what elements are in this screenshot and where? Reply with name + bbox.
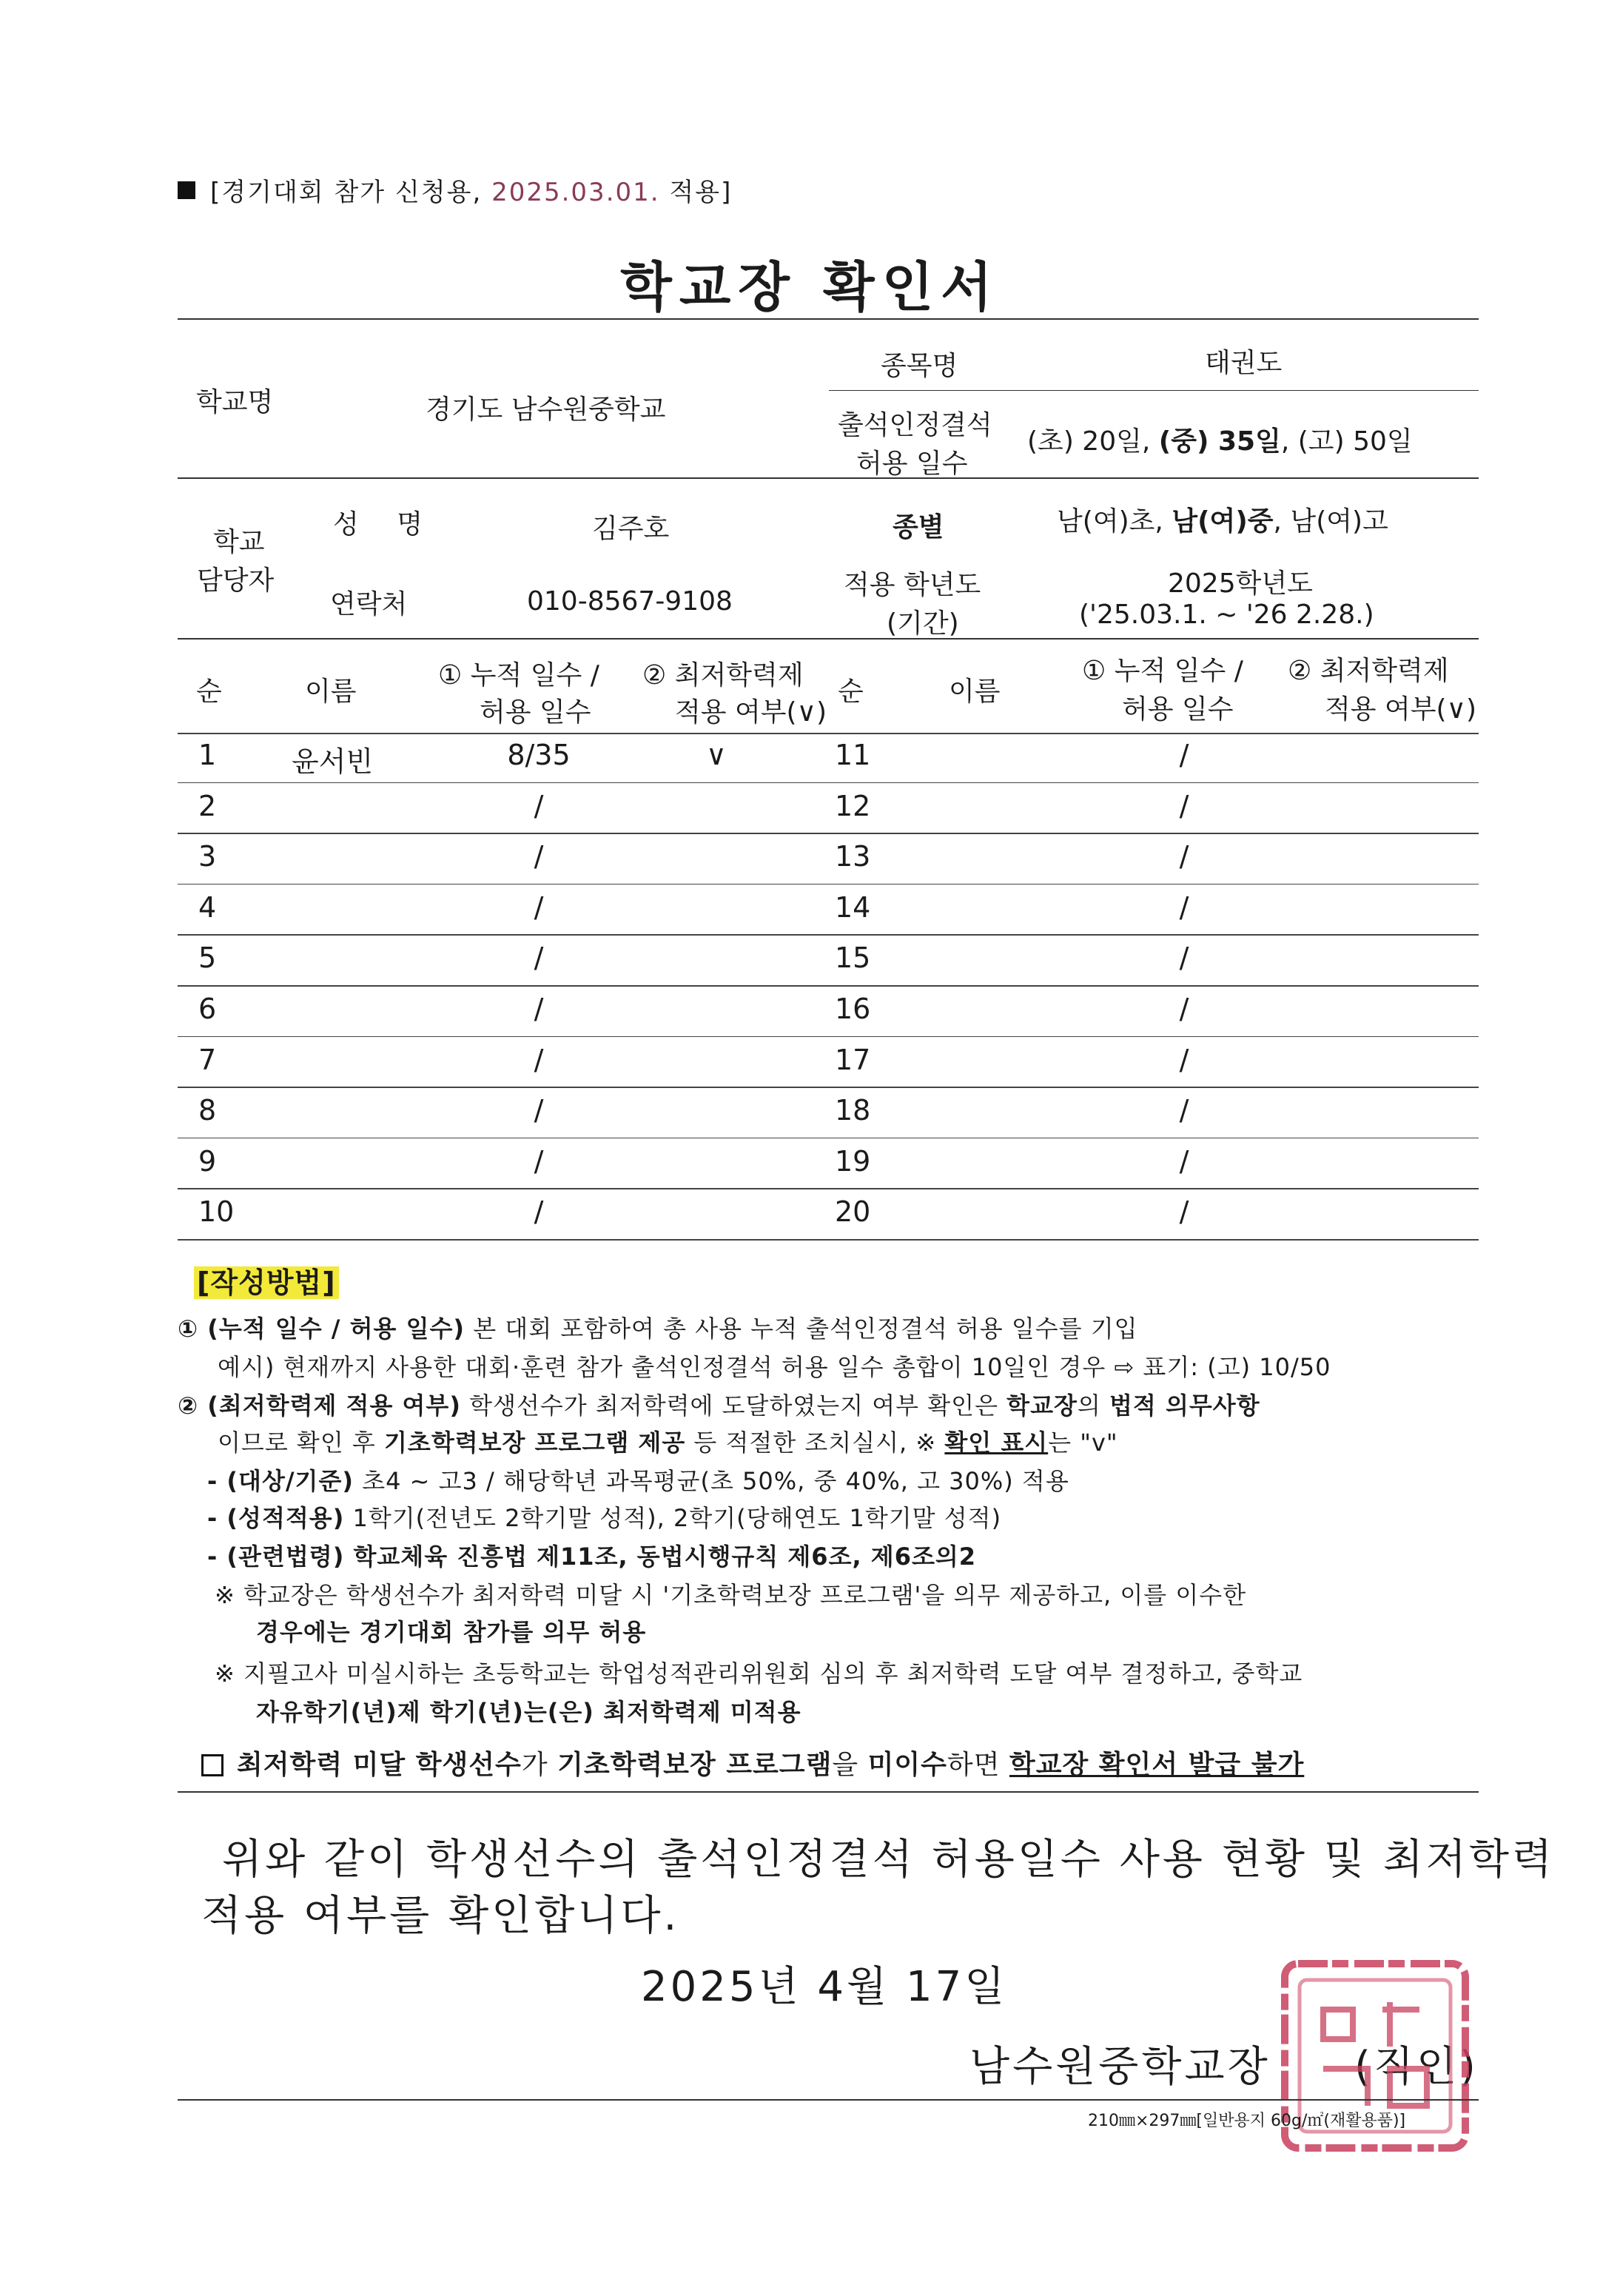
school-value: 경기도 남수원중학교 bbox=[426, 395, 666, 425]
row-no: 8 bbox=[198, 1094, 217, 1127]
row-no: 17 bbox=[835, 1043, 871, 1076]
divider bbox=[178, 2099, 1479, 2101]
table-row-divider bbox=[178, 1138, 1479, 1139]
guide-line-5: - (대상/기준) 초4 ~ 고3 / 해당학년 과목평균(초 50%, 중 40%, 고 30%) 적용 bbox=[207, 1467, 1069, 1495]
col-no-right: 순 bbox=[838, 677, 864, 707]
table-row-divider bbox=[178, 782, 1479, 784]
row-days: / bbox=[534, 1094, 544, 1127]
row-no: 18 bbox=[835, 1094, 871, 1127]
row-no: 16 bbox=[835, 993, 871, 1025]
row-no: 14 bbox=[835, 890, 871, 924]
row-no: 6 bbox=[198, 993, 217, 1025]
row-no: 9 bbox=[198, 1144, 217, 1178]
row-days: / bbox=[534, 1043, 544, 1076]
guide-line-3: ② (최저학력제 적용 여부) 학생선수가 최저학력에 도달하였는지 여부 확인은 학교장의 법적 의무사항 bbox=[178, 1392, 1260, 1420]
row-check: ∨ bbox=[706, 739, 727, 771]
signer-name: 남수원중학교장 bbox=[969, 2043, 1271, 2091]
row-days: / bbox=[534, 890, 544, 924]
col-no-left: 순 bbox=[196, 677, 222, 707]
year-period: ('25.03.1. ~ '26 2.28.) bbox=[1079, 600, 1374, 630]
school-label: 학교명 bbox=[196, 387, 274, 417]
row-no: 20 bbox=[835, 1195, 871, 1229]
row-days: / bbox=[1179, 941, 1189, 975]
row-no: 13 bbox=[835, 840, 871, 873]
guide-line-9: 경우에는 경기대회 참가를 의무 허용 bbox=[256, 1618, 647, 1646]
divider bbox=[178, 477, 1479, 479]
table-row-divider bbox=[178, 1036, 1479, 1038]
row-days: / bbox=[1179, 1144, 1189, 1178]
paper-spec: 210㎜×297㎜[일반용지 60g/㎡(재활용품)] bbox=[1088, 2112, 1406, 2130]
name-label: 성 명 bbox=[333, 509, 437, 540]
year-label-1: 적용 학년도 bbox=[844, 570, 981, 600]
sport-value: 태권도 bbox=[1205, 348, 1283, 378]
manager-label-2: 담당자 bbox=[197, 565, 275, 596]
guide-line-7: - (관련법령) 학교체육 진흥법 제11조, 동법시행규칙 제6조, 제6조의2 bbox=[207, 1543, 977, 1571]
table-row-divider bbox=[178, 833, 1479, 834]
row-days: / bbox=[534, 1195, 544, 1229]
confirm-line-2: 적용 여부를 확인합니다. bbox=[201, 1892, 680, 1940]
divider bbox=[178, 318, 1479, 320]
row-days: 8/35 bbox=[507, 739, 571, 771]
col-min-right-2: 적용 여부(∨) bbox=[1325, 694, 1476, 725]
contact-label: 연락처 bbox=[330, 589, 408, 620]
guide-line-10: ※ 지필고사 미실시하는 초등학교는 학업성적관리위원회 심의 후 최저학력 도달 여부 결정하고, 중학교 bbox=[215, 1659, 1303, 1688]
divider bbox=[178, 1791, 1479, 1793]
absence-label-1: 출석인정결석 bbox=[838, 410, 992, 440]
form-header: [경기대회 참가 신청용, 2025.03.01. 적용] bbox=[178, 172, 732, 208]
row-days: / bbox=[534, 1144, 544, 1178]
guide-line-11: 자유학기(년)제 학기(년)는(은) 최저학력제 미적용 bbox=[256, 1698, 801, 1726]
col-days-right-1: ① 누적 일수 / bbox=[1082, 656, 1243, 686]
row-days: / bbox=[534, 993, 544, 1025]
table-row-divider bbox=[178, 934, 1479, 936]
guide-line-1: ① (누적 일수 / 허용 일수) 본 대회 포함하여 총 사용 누적 출석인정결석 허용 일수를 기입 bbox=[178, 1315, 1138, 1343]
square-bullet-icon bbox=[178, 181, 195, 199]
row-days: / bbox=[1179, 789, 1189, 822]
col-days-left-2: 허용 일수 bbox=[480, 697, 591, 728]
type-label: 종별 bbox=[893, 512, 944, 543]
col-min-right-1: ② 최저학력제 bbox=[1288, 656, 1449, 686]
col-name-right: 이름 bbox=[949, 677, 1001, 707]
guide-heading: [작성방법] bbox=[194, 1260, 339, 1300]
confirm-line-1: 위와 같이 학생선수의 출석인정결석 허용일수 사용 현황 및 최저학력 bbox=[222, 1836, 1556, 1884]
row-days: / bbox=[534, 789, 544, 822]
row-no: 2 bbox=[198, 789, 217, 822]
table-row-divider bbox=[178, 1087, 1479, 1088]
row-no: 1 bbox=[198, 739, 217, 771]
year-value: 2025학년도 bbox=[1168, 568, 1313, 599]
col-min-left-2: 적용 여부(∨) bbox=[675, 697, 827, 728]
contact-value: 010-8567-9108 bbox=[527, 586, 733, 617]
row-no: 10 bbox=[198, 1195, 235, 1229]
divider bbox=[178, 638, 1479, 640]
row-days: / bbox=[1179, 1094, 1189, 1127]
row-days: / bbox=[1179, 1195, 1189, 1229]
row-days: / bbox=[1179, 993, 1189, 1025]
col-days-left-1: ① 누적 일수 / bbox=[438, 660, 599, 691]
row-no: 3 bbox=[198, 840, 217, 873]
row-days: / bbox=[534, 840, 544, 873]
absence-days: (초) 20일, (중) 35일, (고) 50일 bbox=[1027, 426, 1413, 457]
manager-label-1: 학교 bbox=[213, 527, 265, 557]
row-days: / bbox=[534, 941, 544, 975]
row-days: / bbox=[1179, 890, 1189, 924]
row-no: 15 bbox=[835, 941, 871, 975]
col-name-left: 이름 bbox=[305, 677, 357, 707]
row-no: 4 bbox=[198, 890, 217, 924]
year-label-2: (기간) bbox=[887, 608, 959, 639]
row-no: 11 bbox=[835, 739, 871, 771]
row-no: 19 bbox=[835, 1144, 871, 1178]
guide-line-2: 예시) 현재까지 사용한 대회·훈련 참가 출석인정결석 허용 일수 총합이 10일인 경우 ⇨ 표기: (고) 10/50 bbox=[218, 1353, 1331, 1381]
row-no: 12 bbox=[835, 789, 871, 822]
col-min-left-1: ② 최저학력제 bbox=[642, 660, 804, 691]
row-days: / bbox=[1179, 739, 1189, 771]
guide-line-8: ※ 학교장은 학생선수가 최저학력 미달 시 '기초학력보장 프로그램'을 의무 제공하고, 이를 이수한 bbox=[215, 1581, 1247, 1609]
row-no: 5 bbox=[198, 941, 217, 975]
document-title: 학교장 확인서 bbox=[620, 256, 1000, 318]
row-days: / bbox=[1179, 1043, 1189, 1076]
guide-line-6: - (성적적용) 1학기(전년도 2학기말 성적), 2학기(당해연도 1학기말 성적) bbox=[207, 1504, 1002, 1532]
table-row-divider bbox=[178, 884, 1479, 885]
guide-line-12: 최저학력 미달 학생선수가 기초학력보장 프로그램을 미이수하면 학교장 확인서 발급 불가 bbox=[201, 1744, 1304, 1782]
table-row-divider bbox=[178, 1239, 1479, 1241]
row-name: 윤서빈 bbox=[292, 745, 374, 778]
name-value: 김주호 bbox=[592, 514, 670, 544]
confirm-date: 2025년 4월 17일 bbox=[641, 1963, 1008, 2011]
sport-label: 종목명 bbox=[881, 351, 958, 381]
table-row-divider bbox=[178, 1188, 1479, 1189]
guide-line-4: 이므로 확인 후 기초학력보장 프로그램 제공 등 적절한 조치실시, ※ 확인 표시는 "v" bbox=[218, 1429, 1118, 1457]
type-value: 남(여)초, 남(여)중, 남(여)고 bbox=[1057, 506, 1388, 537]
row-days: / bbox=[1179, 840, 1189, 873]
seal-note: (직인) bbox=[1354, 2043, 1479, 2091]
col-days-right-2: 허용 일수 bbox=[1122, 694, 1234, 725]
absence-label-2: 허용 일수 bbox=[856, 449, 968, 479]
apply-date: 2025.03.01. bbox=[491, 178, 660, 207]
arrow-box-icon bbox=[201, 1754, 223, 1776]
row-no: 7 bbox=[198, 1043, 217, 1076]
table-divider bbox=[178, 733, 1479, 734]
divider bbox=[829, 390, 1479, 391]
table-row-divider bbox=[178, 985, 1479, 987]
